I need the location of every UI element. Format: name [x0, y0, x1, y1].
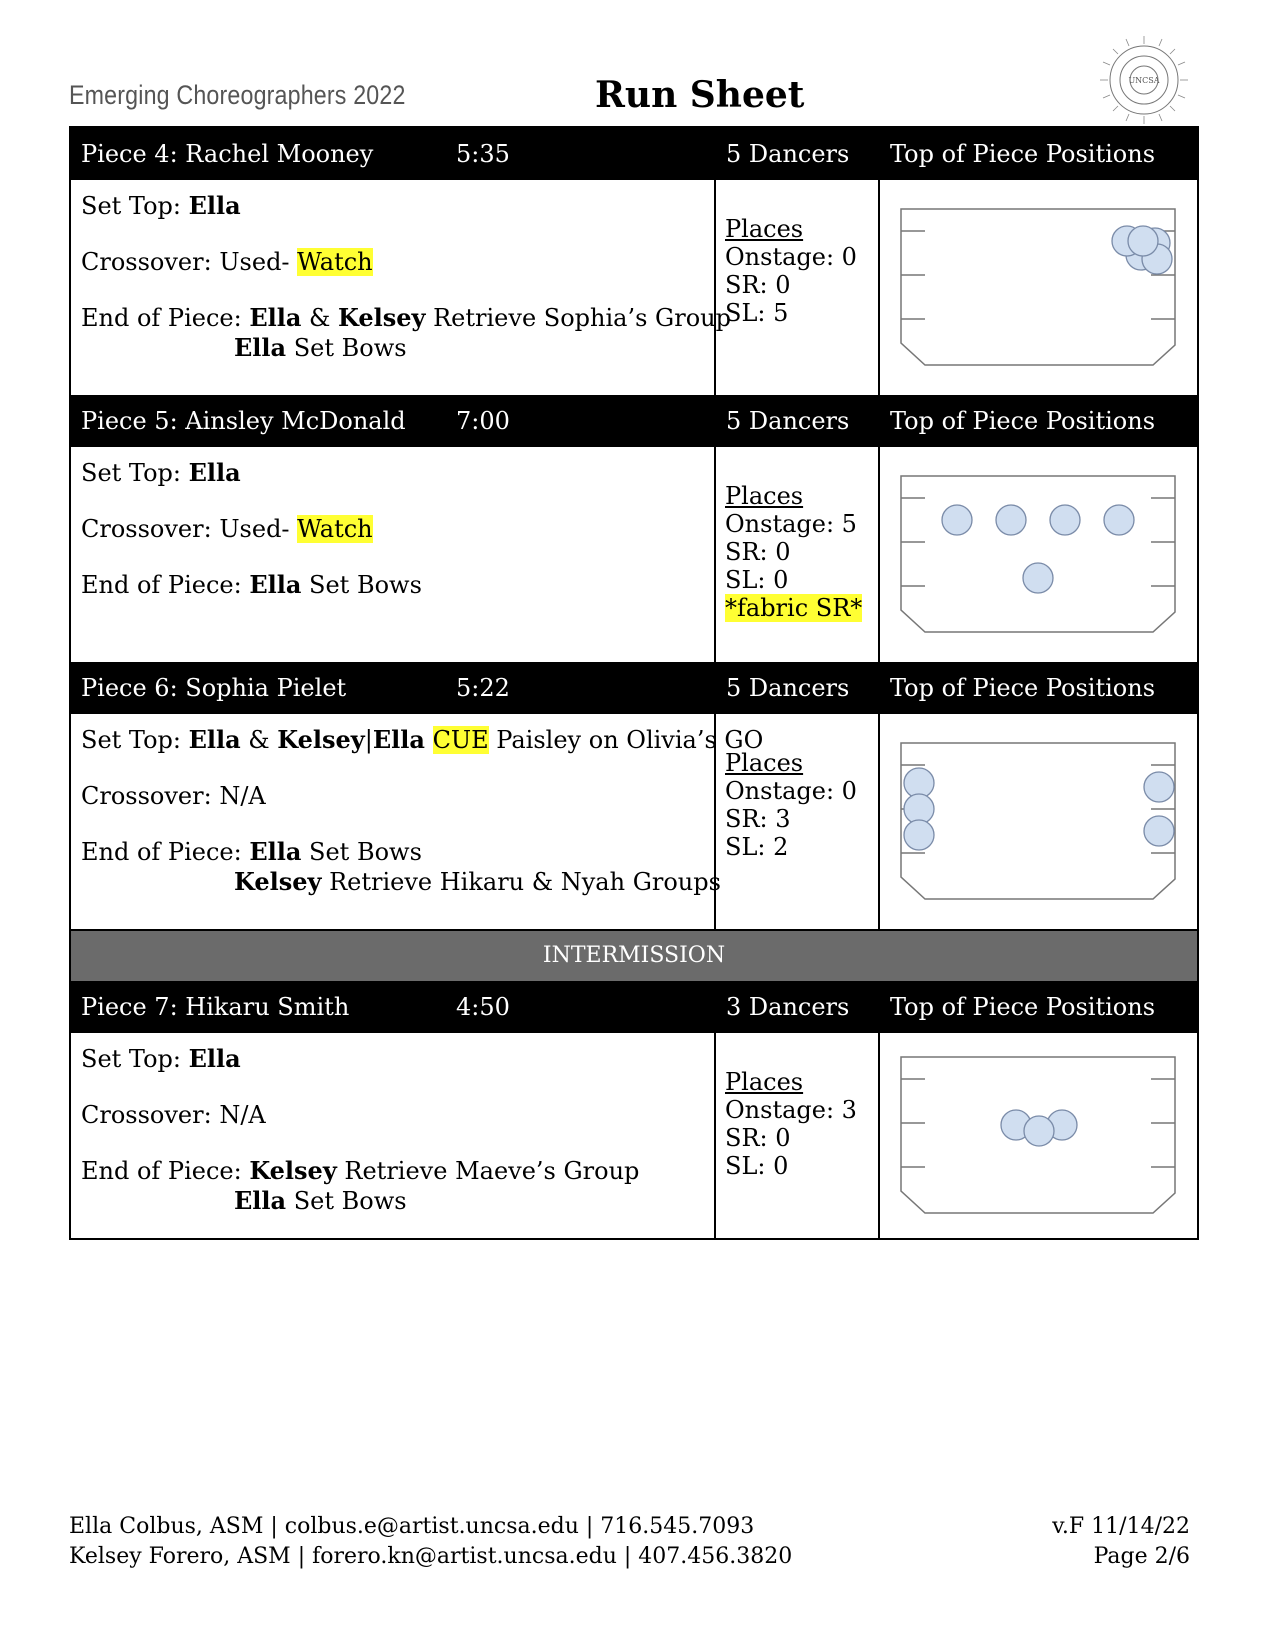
- dancer-count: 5 Dancers: [726, 407, 850, 435]
- footer-contact-1: Ella Colbus, ASM | colbus.e@artist.uncsa.edu | 716.545.7093: [69, 1514, 755, 1539]
- stage-diagram: [880, 180, 1197, 395]
- piece-notes: Set Top: Ella Crossover: N/A End of Piece: Kelsey Retrieve Maeve’s Group Ella Set Bows: [71, 1033, 716, 1238]
- stage-diagram: [880, 447, 1197, 662]
- piece-body: [71, 1033, 1197, 1238]
- piece-title: Piece 5: Ainsley McDonald: [81, 407, 406, 435]
- positions-label: Top of Piece Positions: [890, 407, 1156, 435]
- dancer-marker: [1050, 505, 1080, 535]
- version: v.F 11/14/22: [1052, 1514, 1190, 1539]
- run-sheet-table: [69, 126, 1199, 1240]
- fabric-note: *fabric SR*: [725, 594, 863, 622]
- set-top-person: Ella: [188, 191, 241, 220]
- dancer-marker: [1144, 772, 1174, 802]
- piece-header: [71, 128, 1197, 180]
- piece-notes: Set Top: Ella Crossover: Used- Watch End of Piece: Ella Set Bows: [71, 447, 716, 662]
- dancer-count: 3 Dancers: [726, 993, 850, 1021]
- footer-contact-2: Kelsey Forero, ASM | forero.kn@artist.uncsa.edu | 407.456.3820: [69, 1544, 793, 1569]
- piece-time: 5:35: [456, 140, 510, 168]
- piece-time: 4:50: [456, 993, 510, 1021]
- dancer-marker: [996, 505, 1026, 535]
- piece-header: [71, 395, 1197, 447]
- piece-body: [71, 447, 1197, 662]
- places-info: Places Onstage: 3 SR: 0 SL: 0: [716, 1033, 880, 1238]
- stage-diagram: [880, 714, 1197, 929]
- piece-notes: Set Top: Ella Crossover: Used- Watch End of Piece: Ella & Kelsey Retrieve Sophia’s Group Ella Set Bows: [71, 180, 716, 395]
- positions-label: Top of Piece Positions: [890, 993, 1156, 1021]
- highlight-cue: CUE: [432, 726, 489, 754]
- piece-header: [71, 662, 1197, 714]
- piece-title: Piece 6: Sophia Pielet: [81, 674, 347, 702]
- positions-label: Top of Piece Positions: [890, 140, 1156, 168]
- dancer-count: 5 Dancers: [726, 140, 850, 168]
- dancer-marker: [1104, 505, 1134, 535]
- highlight-watch: Watch: [297, 248, 373, 276]
- stage-diagram: [880, 1033, 1197, 1238]
- piece-body: [71, 180, 1197, 395]
- dancer-count: 5 Dancers: [726, 674, 850, 702]
- page-number: Page 2/6: [1093, 1544, 1190, 1569]
- intermission-bar: INTERMISSION: [71, 929, 1197, 981]
- places-info: Places Onstage: 0 SR: 3 SL: 2: [716, 714, 880, 929]
- positions-label: Top of Piece Positions: [890, 674, 1156, 702]
- piece-title: Piece 7: Hikaru Smith: [81, 993, 350, 1021]
- piece-header: [71, 981, 1197, 1033]
- dancer-marker: [1144, 816, 1174, 846]
- highlight-watch: Watch: [297, 515, 373, 543]
- places-info: Places Onstage: 0 SR: 0 SL: 5: [716, 180, 880, 395]
- dancer-marker: [904, 820, 934, 850]
- piece-time: 5:22: [456, 674, 510, 702]
- places-info: Places Onstage: 5 SR: 0 SL: 0 *fabric SR*: [716, 447, 880, 662]
- piece-title: Piece 4: Rachel Mooney: [81, 140, 374, 168]
- dancer-marker: [1128, 226, 1158, 256]
- dancer-marker: [942, 505, 972, 535]
- show-title: Emerging Choreographers 2022: [69, 80, 406, 110]
- uncsa-seal-logo: [1098, 34, 1190, 126]
- logo-text: UNCSA: [1128, 76, 1160, 85]
- dancer-marker: [1024, 1116, 1054, 1146]
- footer: [69, 1512, 1190, 1572]
- page-title: Run Sheet: [595, 74, 805, 116]
- dancer-marker: [1023, 563, 1053, 593]
- piece-body: [71, 714, 1197, 929]
- piece-notes: Set Top: Ella & Kelsey|Ella CUE Paisley on Olivia’s GO Crossover: N/A End of Piece: Ella Set Bows Kelsey Retrieve Hikaru & Nyah Groups: [71, 714, 716, 929]
- piece-time: 7:00: [456, 407, 510, 435]
